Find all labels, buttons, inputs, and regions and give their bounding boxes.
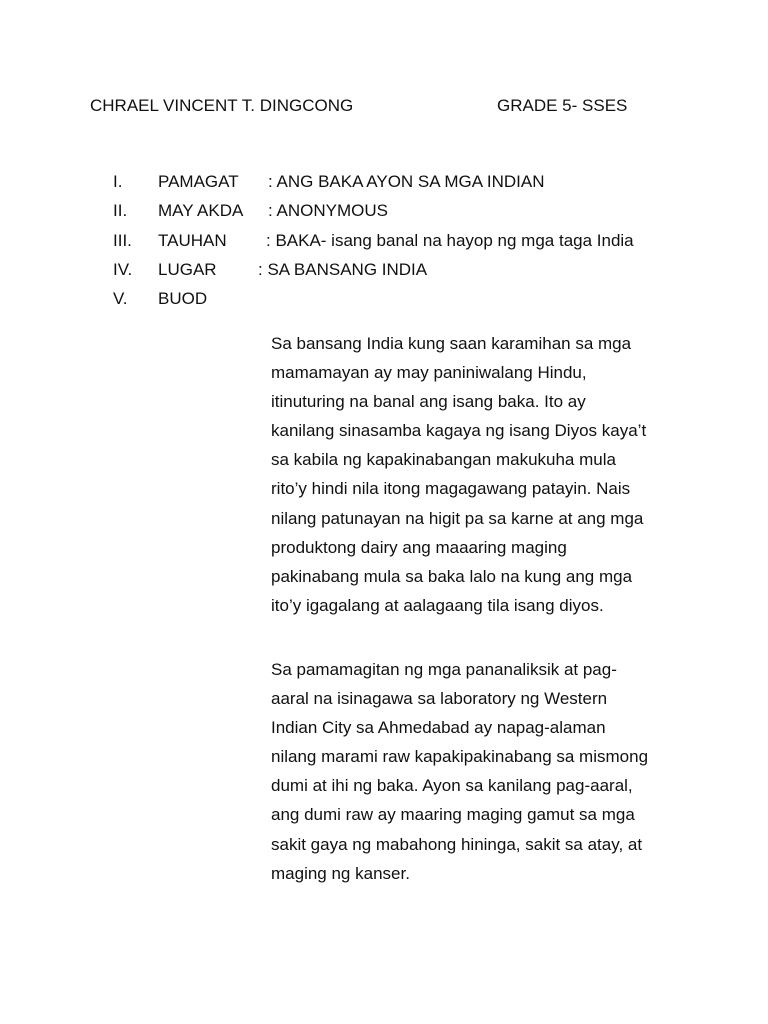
outline-label: TAUHAN bbox=[158, 231, 227, 250]
outline-number: V. bbox=[113, 289, 128, 308]
outline-value: : BAKA- isang banal na hayop ng mga taga India bbox=[266, 231, 634, 250]
outline-label: PAMAGAT bbox=[158, 172, 239, 191]
summary-paragraph: Sa bansang India kung saan karamihan sa mga mamamayan ay may paniniwalang Hindu, itinuturing na banal ang isang baka. Ito ay kanilang sinasamba kagaya ng isang Diyos kaya’t sa kabila ng kapakinabangan makukuha mula rito’y hindi nila itong magagawang patayin. Nais nilang patunayan na higit pa sa karne at ang mga produktong dairy ang maaaring maging pakinabang mula sa baka lalo na kung ang mga ito’y igagalang at aalagaang tila isang diyos. bbox=[271, 334, 647, 615]
grade-section: GRADE 5- SSES bbox=[497, 96, 628, 115]
outline-item-summary bbox=[0, 289, 768, 313]
outline-number: I. bbox=[113, 172, 123, 191]
outline-item-character bbox=[0, 231, 768, 255]
outline-label: BUOD bbox=[158, 289, 208, 308]
outline-label: MAY AKDA bbox=[158, 201, 244, 220]
outline-number: IV. bbox=[113, 260, 133, 279]
outline-item-title bbox=[0, 172, 768, 196]
student-name: CHRAEL VINCENT T. DINGCONG bbox=[90, 96, 354, 115]
outline-value: : SA BANSANG INDIA bbox=[258, 260, 428, 279]
outline-item-setting bbox=[0, 260, 768, 284]
outline-number: II. bbox=[113, 201, 128, 220]
outline-item-author bbox=[0, 201, 768, 225]
outline-value: : ANG BAKA AYON SA MGA INDIAN bbox=[268, 172, 545, 191]
outline-value: : ANONYMOUS bbox=[268, 201, 388, 220]
outline-number: III. bbox=[113, 231, 132, 250]
summary-paragraph: Sa pamamagitan ng mga pananaliksik at pag- aaral na isinagawa sa laboratory ng Western Indian City sa Ahmedabad ay napag-alaman nilang marami raw kapakipakinabang sa mismong dumi at ihi ng baka. Ayon sa kanilang pag-aaral, ang dumi raw ay maaring maging gamut sa mga sakit gaya ng mabahong hininga, sakit sa atay, at maging ng kanser. bbox=[271, 660, 649, 883]
outline-label: LUGAR bbox=[158, 260, 217, 279]
